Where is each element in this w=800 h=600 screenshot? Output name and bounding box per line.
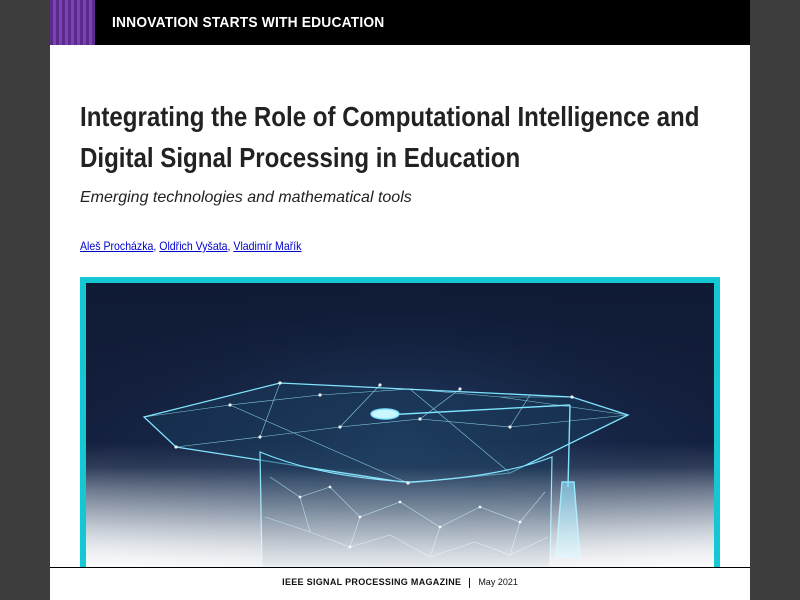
banner-label: INNOVATION STARTS WITH EDUCATION [112, 14, 385, 31]
author-link[interactable]: Oldřich Vyšata [159, 239, 228, 253]
author-separator: , [153, 239, 160, 253]
section-banner [50, 0, 750, 45]
page-footer [50, 577, 750, 588]
author-list [80, 239, 301, 253]
article-figure [80, 277, 720, 567]
article-page [50, 0, 750, 600]
footer-divider [469, 578, 470, 588]
footer-magazine: IEEE SIGNAL PROCESSING MAGAZINE [282, 577, 462, 587]
banner-accent-stripes [50, 0, 95, 45]
footer-rule [50, 567, 750, 568]
article-title: Integrating the Role of Computational Intelligence and Digital Signal Processing in Education [80, 101, 700, 173]
article-subtitle: Emerging technologies and mathematical tools [80, 189, 412, 206]
graduation-cap-illustration [80, 277, 720, 567]
author-link[interactable]: Vladimír Mařík [233, 239, 302, 253]
author-link[interactable]: Aleš Procházka [80, 239, 154, 253]
author-separator: , [227, 239, 234, 253]
footer-date: May 2021 [478, 577, 518, 587]
